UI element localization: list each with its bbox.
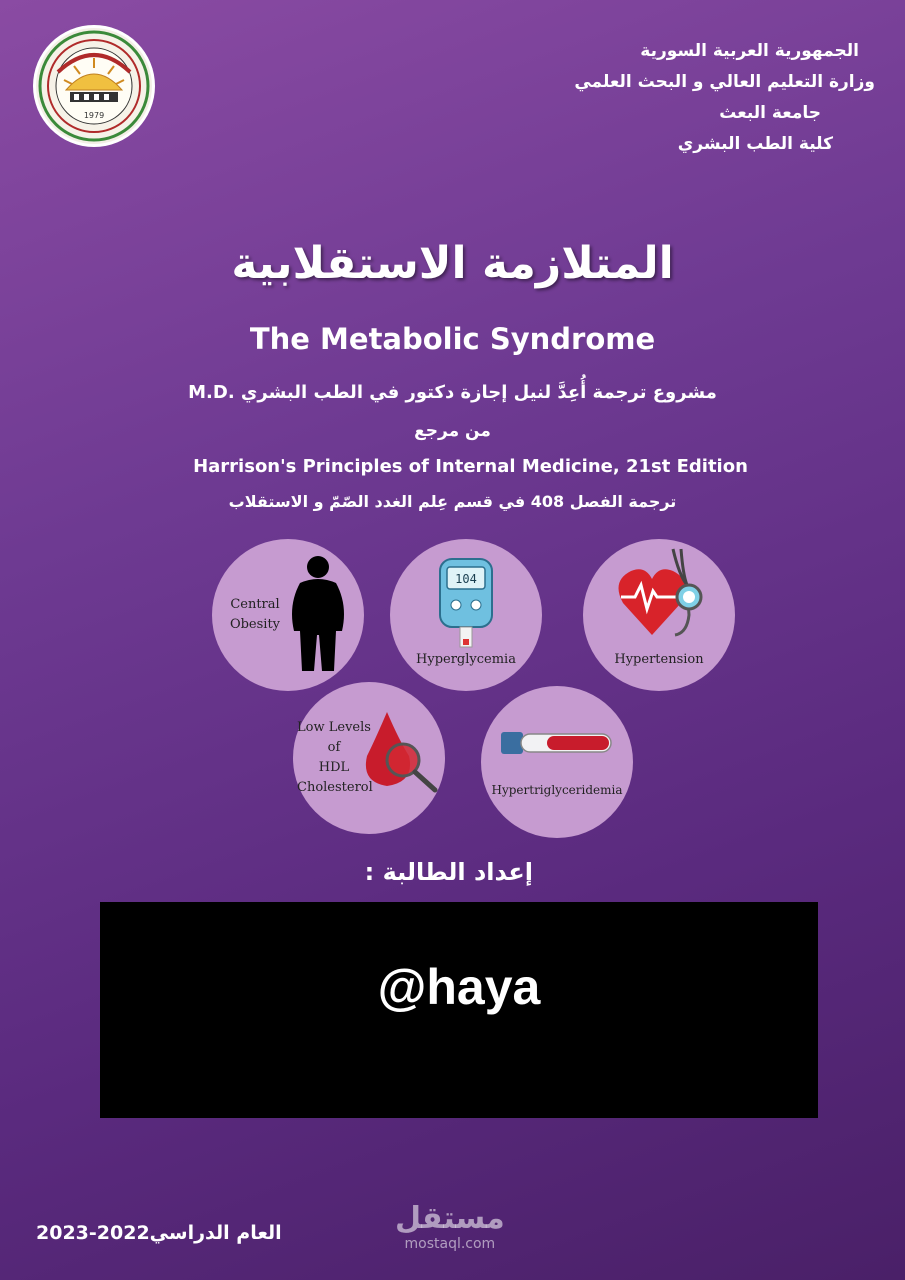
chapter-description: ترجمة الفصل 408 في قسم عِلم الغدد الصّمّ و الاستقلاب xyxy=(228,492,677,511)
criterion-central-obesity xyxy=(212,539,364,691)
low-hdl-label-2: of xyxy=(327,740,341,755)
country-name: الجمهورية العربية السورية xyxy=(640,41,859,61)
academic-year: العام الدراسي2022-2023 xyxy=(36,1222,282,1244)
title-english: The Metabolic Syndrome xyxy=(249,322,656,356)
low-hdl-label-1: Low Levels xyxy=(297,720,371,735)
criterion-hypertension xyxy=(583,539,735,691)
prepared-by-label: إعداد الطالبة : xyxy=(364,858,533,886)
reference-label: من مرجع xyxy=(414,421,491,441)
glucometer-icon xyxy=(438,557,494,649)
reference-book: Harrison's Principles of Internal Medicine, 21st Edition xyxy=(193,456,748,477)
university-logo xyxy=(36,28,152,144)
mostaql-watermark xyxy=(395,1202,505,1252)
blood-drop-magnifier-icon xyxy=(359,708,443,794)
glucometer-reading: 104 xyxy=(455,572,477,586)
faculty-name: كلية الطب البشري xyxy=(677,134,833,154)
hyperglycemia-label: Hyperglycemia xyxy=(416,652,516,667)
criterion-hyperglycemia xyxy=(390,539,542,691)
student-name-box xyxy=(100,902,818,1118)
blood-tube-icon xyxy=(499,726,615,760)
hypertension-label: Hypertension xyxy=(614,652,704,667)
hypertriglyceridemia-label: Hypertriglyceridemia xyxy=(491,783,623,797)
institution-header xyxy=(574,36,875,160)
ministry-name: وزارة التعليم العالي و البحث العلمي xyxy=(574,72,875,92)
watermark-arabic: مستقل xyxy=(395,1201,505,1236)
low-hdl-label-3: HDL xyxy=(318,760,350,775)
criterion-hypertriglyceridemia xyxy=(481,686,633,838)
criterion-low-hdl xyxy=(293,682,445,834)
obese-person-icon xyxy=(288,555,348,673)
central-obesity-label-1: Central xyxy=(230,597,280,612)
central-obesity-label-2: Obesity xyxy=(229,617,281,632)
low-hdl-label-4: Cholesterol xyxy=(297,780,373,795)
heart-stethoscope-icon xyxy=(617,545,707,645)
title-arabic: المتلازمة الاستقلابية xyxy=(231,238,674,289)
watermark-english: mostaql.com xyxy=(404,1236,496,1252)
project-description: مشروع ترجمة أُعِدَّ لنيل إجازة دكتور في الطب البشري .M.D xyxy=(188,382,717,403)
university-name: جامعة البعث xyxy=(719,103,821,123)
student-handle: @haya xyxy=(377,959,541,1015)
logo-year: 1979 xyxy=(83,111,105,120)
